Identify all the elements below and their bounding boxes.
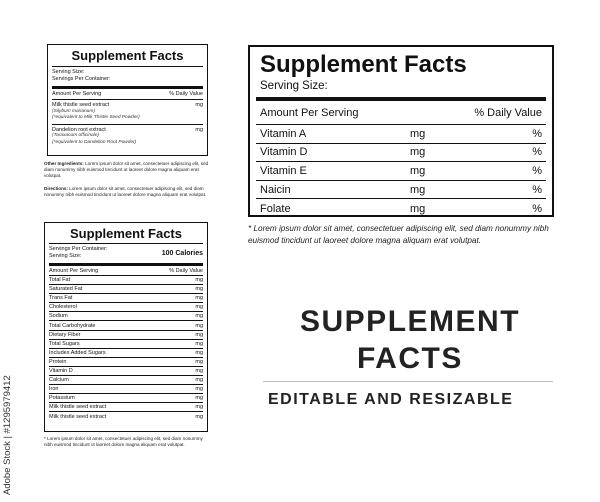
- vitamin-name: Vitamin E: [260, 164, 307, 177]
- nutrient-name: Total Sugars: [49, 340, 80, 347]
- amount-per-serving-header: Amount Per Serving: [52, 91, 102, 97]
- vitamin-unit: mg: [410, 183, 426, 196]
- serving-size: Serving Size:: [256, 79, 546, 101]
- nutrient-row: [49, 340, 203, 349]
- vitamin-name: Naicin: [260, 183, 291, 196]
- heading-subtitle: EDITABLE AND RESIZABLE: [268, 391, 514, 408]
- amount-per-serving-header: Amount Per Serving: [49, 267, 99, 274]
- nutrient-row: [49, 331, 203, 340]
- nutrient-unit: mg: [195, 367, 203, 374]
- nutrient-row: [49, 294, 203, 303]
- nutrient-row: [49, 312, 203, 321]
- heading-line-2: FACTS: [357, 342, 463, 375]
- vitamin-dv: %: [532, 146, 542, 159]
- servings-per-container: Servings Per Container:: [49, 246, 108, 252]
- nutrient-name: Protein: [49, 358, 67, 365]
- nutrient-unit: mg: [195, 331, 203, 338]
- serving-size: Serving Size:: [49, 253, 82, 259]
- nutrient-unit: mg: [195, 304, 203, 311]
- nutrient-unit: mg: [195, 404, 203, 411]
- column-header: [256, 101, 546, 125]
- calories-value: 100 Calories: [161, 249, 203, 257]
- nutrient-row: [49, 385, 203, 394]
- vitamin-unit: mg: [410, 146, 426, 159]
- daily-value-header: % Daily Value: [169, 91, 203, 97]
- ingredient-row: [52, 100, 203, 125]
- nutrient-name: Trans Fat: [49, 295, 73, 302]
- nutrient-unit: mg: [195, 313, 203, 320]
- other-ingredients-note: [44, 161, 210, 179]
- supplement-label-nutrition: [44, 222, 208, 432]
- nutrient-row: [49, 285, 203, 294]
- label-title: Supplement Facts: [49, 223, 203, 244]
- ingredient-latin: (Taraxacum officinale): [52, 133, 100, 138]
- vitamin-row: [256, 125, 546, 144]
- other-ingredients-text: Lorem ipsum dolor sit amet, consectetuer adipiscing elit, sed diam nonummy nibh euismod tincidunt ut laoreet dolore magna aliquam erat volutpat.: [44, 161, 209, 178]
- nutrient-unit: mg: [195, 358, 203, 365]
- other-ingredients-label: Other Ingredients:: [44, 161, 84, 166]
- ingredient-name: Milk thistle seed extract: [52, 102, 110, 108]
- label-meta: [49, 244, 203, 266]
- vitamin-row: [256, 181, 546, 200]
- heading-divider: [263, 381, 553, 382]
- stock-id-vertical: [2, 355, 20, 495]
- ingredient-equivalent: (*equivalent to Milk Thistle Seed Powder): [52, 115, 140, 120]
- vitamin-row: [256, 144, 546, 163]
- nutrient-name: Saturated Fat: [49, 286, 83, 293]
- ingredient-unit: mg: [195, 126, 203, 133]
- supplement-label-large: [248, 45, 554, 217]
- daily-value-header: % Daily Value: [169, 267, 203, 274]
- directions-note: [44, 186, 210, 198]
- directions-text: Lorem ipsum dolor sit amet, consectetuer adipiscing elit, sed diam nonummy nibh euismod tincidunt ut laoreet dolore magna aliquam erat volutpat.: [44, 186, 207, 197]
- label-meta: [52, 67, 203, 89]
- daily-value-header: % Daily Value: [474, 106, 542, 119]
- amount-per-serving-header: Amount Per Serving: [260, 106, 359, 119]
- vitamin-row: [256, 162, 546, 181]
- nutrient-name: Dietary Fiber: [49, 331, 81, 338]
- ingredient-unit: mg: [195, 102, 203, 108]
- nutrient-row: [49, 403, 203, 412]
- vitamin-name: Vitamin A: [260, 127, 307, 140]
- serving-size: Serving Size:: [52, 69, 85, 75]
- vitamin-dv: %: [532, 202, 542, 215]
- nutrient-name: Includes Added Sugars: [49, 349, 106, 356]
- nutrient-row: [49, 394, 203, 403]
- nutrient-unit: mg: [195, 386, 203, 393]
- nutrient-row: [49, 276, 203, 285]
- servings-per-container: Servings Per Container:: [52, 76, 111, 82]
- nutrient-name: Vitamin D: [49, 367, 73, 374]
- directions-label: Directions:: [44, 186, 68, 191]
- nutrient-row: [49, 303, 203, 312]
- nutrient-name: Potassium: [49, 395, 75, 402]
- nutrient-name: Sodium: [49, 313, 68, 320]
- vitamin-dv: %: [532, 127, 542, 140]
- vitamin-unit: mg: [410, 164, 426, 177]
- nutrient-unit: mg: [195, 395, 203, 402]
- large-label-footnote: * Lorem ipsum dolor sit amet, consectetuer adipiscing elit, sed diam nonummy nibh euismod tincidunt ut laoreet dolore magna aliquam erat volutpat.: [248, 224, 549, 245]
- nutrient-name: Iron: [49, 386, 59, 393]
- nutrient-unit: mg: [195, 377, 203, 384]
- vitamin-unit: mg: [410, 202, 426, 215]
- label-title: Supplement Facts: [260, 51, 467, 78]
- nutrient-name: Total Carbohydrate: [49, 322, 96, 329]
- ingredient-latin: (Silybum marianum): [52, 108, 95, 114]
- nutrient-unit: mg: [195, 340, 203, 347]
- ingredient-equivalent: (*equivalent to Dandelion Root Powder): [52, 139, 137, 145]
- vitamin-dv: %: [532, 164, 542, 177]
- nutrient-row: [49, 412, 203, 421]
- ingredient-name: Dandelion root extract: [52, 126, 106, 133]
- ingredient-row: [52, 125, 203, 149]
- nutrient-unit: mg: [195, 322, 203, 329]
- nutrient-name: Cholesterol: [49, 304, 77, 311]
- vitamin-name: Vitamin D: [260, 146, 308, 159]
- stock-id-text: Adobe Stock | #1295979412: [2, 375, 13, 495]
- nutrient-name: Total Fat: [49, 277, 71, 284]
- nutrient-row: [49, 367, 203, 376]
- vitamin-dv: %: [532, 183, 542, 196]
- nutrient-unit: mg: [195, 413, 203, 420]
- nutrient-name: Calcium: [49, 377, 69, 384]
- nutrient-row: [49, 349, 203, 358]
- column-header: [49, 266, 203, 276]
- supplement-label-small: [47, 44, 208, 156]
- nutrient-unit: mg: [195, 349, 203, 356]
- label-title: Supplement Facts: [52, 45, 203, 67]
- vitamin-row: [256, 199, 546, 218]
- nutrient-unit: mg: [195, 286, 203, 293]
- nutrient-unit: mg: [195, 277, 203, 284]
- nutrient-list: [49, 276, 203, 422]
- nutrient-row: [49, 376, 203, 385]
- nutrient-name: Milk thistle seed extract: [49, 413, 107, 420]
- vitamin-name: Folate: [260, 202, 291, 215]
- nutrient-unit: mg: [195, 295, 203, 302]
- nutrient-row: [49, 321, 203, 330]
- heading-line-1: SUPPLEMENT: [300, 305, 521, 338]
- column-header: [52, 89, 203, 100]
- vitamin-unit: mg: [410, 127, 426, 140]
- nutrient-row: [49, 358, 203, 367]
- nutrition-footnote: * Lorem ipsum dolor sit amet, consectetuer adipiscing elit, sed diam nonummy nibh euismod tincidunt ut laoreet dolore magna aliquam erat volutpat.: [44, 436, 203, 447]
- nutrient-name: Milk thistle seed extract: [49, 404, 107, 411]
